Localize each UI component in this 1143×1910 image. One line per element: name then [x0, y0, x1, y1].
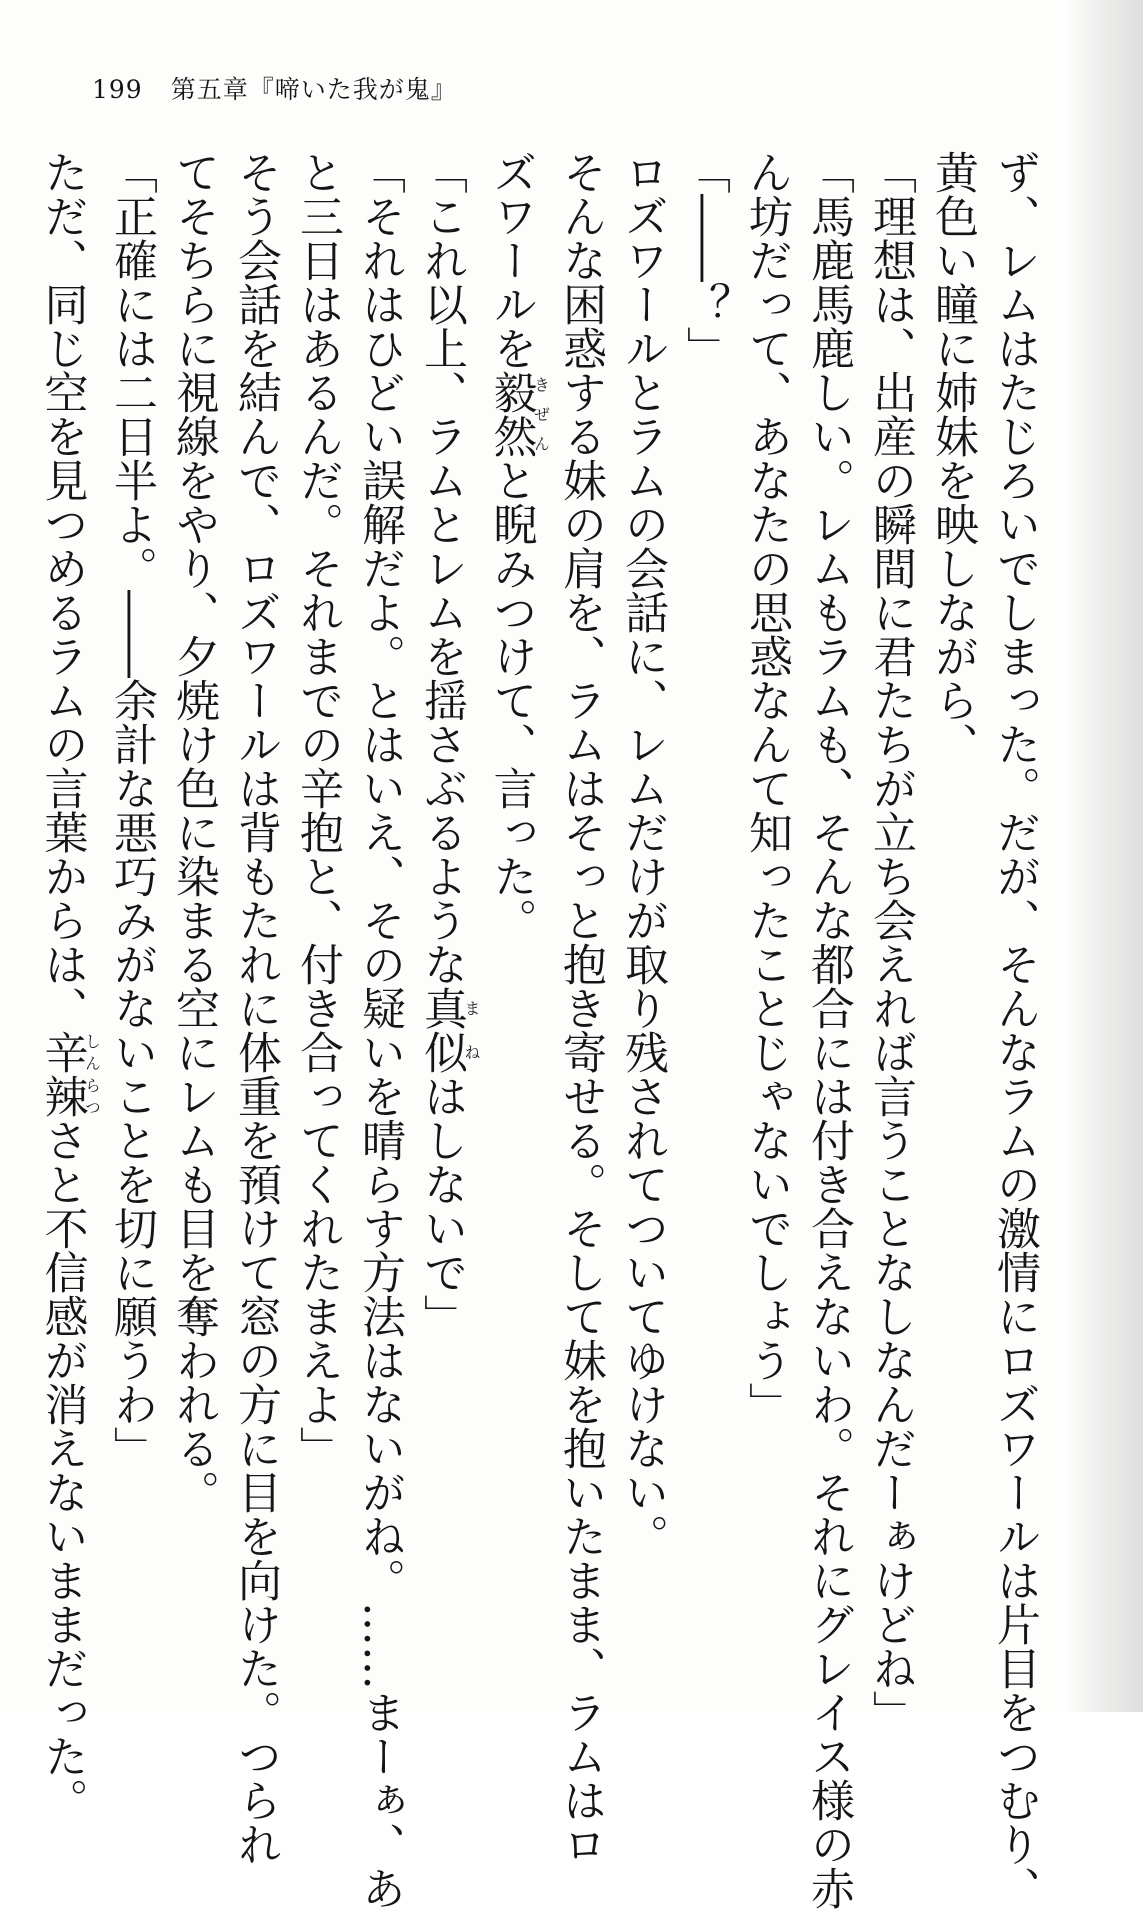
text-segment: ズワールを — [485, 150, 537, 370]
chapter-title: 『啼いた我が鬼』 — [248, 75, 457, 104]
text-line: そう会話を結んで、ロズワールは背もたれに体重を預けて窓の方に目を向けた。つられ — [230, 150, 281, 1866]
text-segment: と睨みつけて、言った。 — [485, 458, 537, 942]
text-line: ロズワールとラムの会話に、レムだけが取り残されてついてゆけない。 — [617, 150, 668, 1558]
page-number: 199 — [92, 75, 143, 104]
text-segment: はしないで」 — [416, 1074, 467, 1338]
text-line-with-ruby — [480, 150, 550, 1710]
text-line: と三日はあるんだ。それまでの辛抱と、付き合ってくれたまえよ」 — [292, 150, 343, 1470]
ruby-reading: しんらつ — [82, 1030, 102, 1118]
running-header — [92, 70, 457, 106]
text-line: ん坊だって、あなたの思惑なんて知ったことじゃないでしょう」 — [741, 150, 792, 1426]
text-line: そんな困惑する妹の肩を、ラムはそっと抱き寄せる。そして妹を抱いたまま、ラムはロ — [555, 150, 606, 1866]
ruby-mane: 真似まね — [416, 986, 481, 1074]
text-line: 黄色い瞳に姉妹を映しながら、 — [927, 150, 978, 766]
ruby-reading: きぜん — [531, 370, 551, 458]
text-line: 「馬鹿馬鹿しい。レムもラムも、そんな都合には付き合えないわ。それにグレイス様の赤 — [803, 150, 854, 1910]
text-line: 「理想は、出産の瞬間に君たちが立ち会えれば言うことなしなんだーぁけどね」 — [865, 150, 916, 1734]
ruby-kizen: 毅然きぜん — [485, 370, 551, 458]
text-segment: ただ、同じ空を見つめるラムの言葉からは、 — [36, 150, 88, 1030]
text-line-with-ruby — [410, 150, 480, 1710]
text-line: ず、レムはたじろいでしまった。だが、そんなラムの激情にロズワールは片目をつむり、 — [989, 150, 1040, 1910]
ruby-shinratsu: 辛辣しんらつ — [36, 1030, 102, 1118]
ruby-reading: まね — [462, 986, 481, 1074]
chapter-label: 第五章 — [170, 75, 249, 104]
gutter-shadow — [1065, 0, 1143, 1712]
text-line: 「正確には二日半よ。――余計な悪巧みがないことを切に願うわ」 — [106, 150, 157, 1470]
text-line: てそちらに視線をやり、夕焼け色に染まる空にレムも目を奪われる。 — [168, 150, 219, 1514]
text-segment: さと不信感が消えないままだった。 — [36, 1118, 88, 1822]
text-segment: 「これ以上、ラムとレムを揺さぶるような — [416, 150, 467, 986]
text-line: 「――？」 — [679, 150, 730, 370]
text-line: 「それはひどい誤解だよ。とはいえ、その疑いを晴らす方法はないがね。……まーぁ、あ — [354, 150, 405, 1910]
text-line-with-ruby — [31, 150, 102, 1822]
vertical-body-text — [36, 150, 1045, 1910]
